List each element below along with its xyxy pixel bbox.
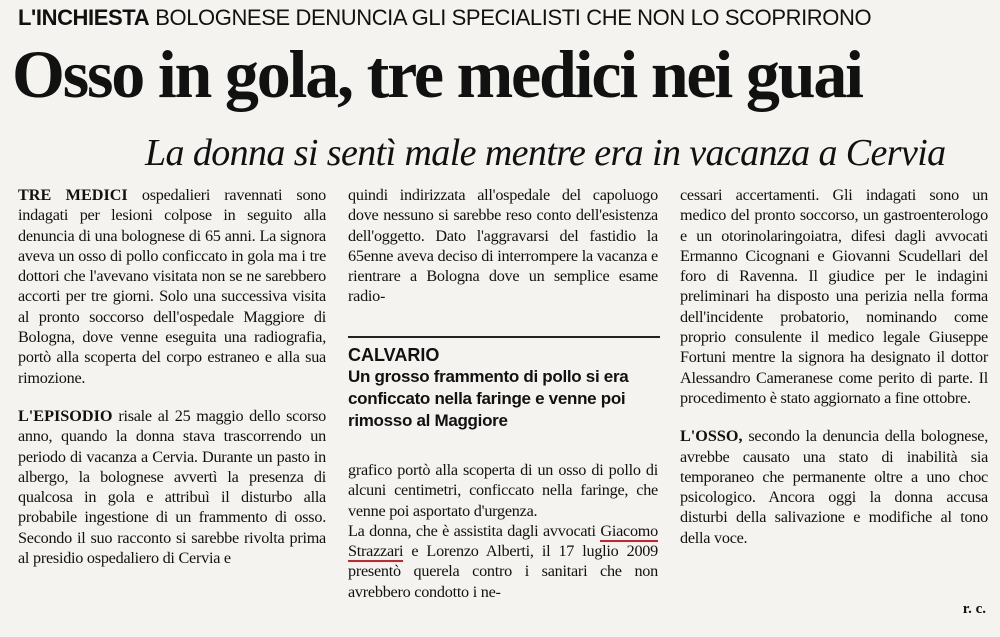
column-2-bottom [348, 460, 658, 602]
subheadline: La donna si sentì male mentre era in vacanza a Cervia [145, 132, 946, 174]
paragraph-text: e Lorenzo Alberti, il 17 luglio 2009 presentò querela contro i sanitari che non avrebbero condotto i ne- [348, 542, 658, 601]
paragraph-text: secondo la denuncia della bolognese, avrebbe causato una stato di inabilità sia temporaneo che permanente oltre a uno choc psicologico. Ancora oggi la donna accusa disturbi della salivazione e modifiche al tono della voce. [680, 427, 988, 547]
headline: Osso in gola, tre medici nei guai [12, 36, 862, 112]
paragraph-lead: L'OSSO, [680, 427, 743, 446]
paragraph-text: quindi indirizzata all'ospedale del capoluogo dove nessuno si sarebbe reso conto dell'esistenza dell'oggetto. Dato l'aggravarsi del fastidio la 65enne aveva deciso di interrompere la vacanza e rientrare a Bologna dove un semplice esame radio- [348, 186, 658, 306]
paragraph-text: La donna, che è assistita dagli avvocati [348, 521, 601, 540]
column-1 [18, 185, 326, 568]
paragraph-text: grafico portò alla scoperta di un osso di pollo di alcuni centimetri, conficcato nella faringe, che venne poi asportato d'urgenza. [348, 461, 658, 520]
paragraph [18, 406, 326, 568]
paragraph-text: ospedalieri ravennati sono indagati per lesioni colpose in seguito alla denuncia di una bolognese di 65 anni. La signora aveva un osso di pollo conficcato in gola ma i tre dottori che l'avevano visitata non se ne sarebbero accorti per tre giorni. Solo una successiva visita al pronto soccorso dell'ospedale Maggiore di Bologna, dove venne eseguita una radiografia, portò alla scoperta del corpo estraneo e alla sua rimozione. [18, 186, 326, 387]
kicker-text: BOLOGNESE DENUNCIA GLI SPECIALISTI CHE NON LO SCOPRIRONO [155, 5, 872, 30]
paragraph-text: cessari accertamenti. Gli indagati sono un medico del pronto soccorso, un gastroenterologo e un otorinolaringoiatra, difesi dagli avvocati Ermanno Cicognani e Giovanni Scudellari del foro di Ravenna. Il giudice per le indagini preliminari ha disposto una perizia nella forma dell'incidente probatorio, nominando come proprio consulente il medico legale Giuseppe Fortuni mentre la signora ha designato il dottor Alessandro Cameranese come perito di parte. Il procedimento è stato aggiornato a fine ottobre. [680, 186, 988, 407]
highlighted-name: Giacomo Strazzari [348, 521, 658, 561]
author-signature: r. c. [962, 601, 986, 617]
paragraph-text: risale al 25 maggio dello scorso anno, quando la donna stava trascorrendo un periodo di vacanza a Cervia. Durante un pasto in albergo, la bolognese avvertì la presenza di qualcosa in gola e attribuì il disturbo alla probabile ingestione di un frammento di osso. Secondo il suo racconto si sarebbe rivolta prima al presidio ospedaliero di Cervia e [18, 406, 326, 568]
paragraph-lead: L'EPISODIO [18, 406, 113, 425]
callout-title: CALVARIO [348, 345, 440, 365]
paragraph [680, 426, 988, 548]
kicker [18, 4, 988, 32]
column-2-top [348, 185, 658, 307]
callout-text: Un grosso frammento di pollo si era conficcato nella faringe e venne poi rimosso al Maggiore [348, 367, 629, 430]
kicker-tag: L'INCHIESTA [18, 5, 150, 30]
paragraph [18, 185, 326, 388]
column-3 [680, 185, 988, 548]
paragraph [348, 521, 658, 602]
callout-box [348, 336, 660, 432]
paragraph-lead: TRE MEDICI [18, 186, 128, 204]
